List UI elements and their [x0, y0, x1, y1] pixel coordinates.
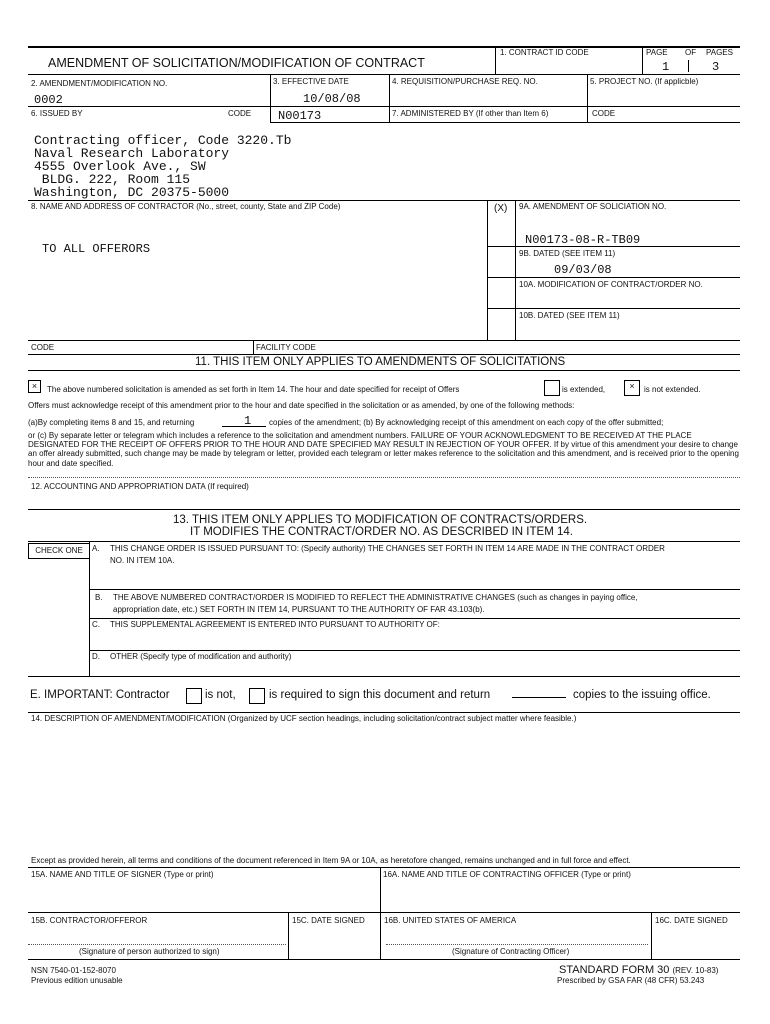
- amended-checkbox[interactable]: ×: [28, 380, 41, 393]
- issued-by-label: 6. ISSUED BY: [31, 109, 83, 118]
- issuer-address-line: BLDG. 222, Room 115: [34, 172, 191, 187]
- contractor-label: 8. NAME AND ADDRESS OF CONTRACTOR (No., street, county, State and ZIP Code): [31, 202, 341, 211]
- requisition-label: 4. REQUISITION/PURCHASE REQ. NO.: [392, 77, 538, 86]
- x-mark-label: (X): [494, 203, 508, 214]
- project-no-label: 5. PROJECT NO. (If applicble): [590, 77, 699, 86]
- officer-name-label: 16A. NAME AND TITLE OF CONTRACTING OFFICER (Type or print): [383, 870, 631, 879]
- is-required-label: is required to sign this document and return: [269, 689, 491, 701]
- option-b-letter: B.: [95, 593, 103, 602]
- previous-edition-note: Previous edition unusable: [31, 976, 123, 985]
- extended-checkbox[interactable]: [544, 380, 560, 396]
- standard-form-label: STANDARD FORM 30: [559, 964, 670, 976]
- contract-id-label: 1. CONTRACT ID CODE: [500, 48, 589, 57]
- contractor-value[interactable]: TO ALL OFFERORS: [42, 242, 151, 256]
- dated-10b-label: 10B. DATED (SEE ITEM 11): [519, 311, 620, 320]
- section-13-title-2: IT MODIFIES THE CONTRACT/ORDER NO. AS DESCRIBED IN ITEM 14.: [190, 526, 573, 538]
- sec11-line3b: copies of the amendment; (b) By acknowledging receipt of this amendment on each copy of the offer submitted;: [269, 418, 664, 427]
- option-a-letter: A.: [92, 544, 100, 553]
- is-not-label: is not,: [205, 689, 236, 701]
- issuer-address-line: Contracting officer, Code 3220.Tb: [34, 133, 292, 148]
- solicitation-no-label: 9A. AMENDMENT OF SOLICIATION NO.: [519, 202, 667, 211]
- is-extended-label: is extended,: [562, 385, 606, 394]
- sec11-paragraph: or (c) By separate letter or telegram which includes a reference to the solicitation and amendment numbers. FAILURE OF YOUR ACKNOWLEDGMENT TO BE RECEIVED AT THE PLACE DESIGNATED FOR THE RECEIPT OF OFFERS PRIOR TO THE HOUR AND DATE SPECIFIED MAY RESULT IN REJECTION OF YOUR OFFER. If by virtue of this amendment your desire to change an offer already submitted, such change may be made by telegram or letter, provided each telegram or letter makes reference to the solicitation and this amendment, and is received prior to the opening hour and date specified.: [28, 431, 739, 468]
- issued-code-label: CODE: [228, 109, 252, 118]
- signer-name-label: 15A. NAME AND TITLE OF SIGNER (Type or print): [31, 870, 214, 879]
- pages-label: PAGES: [706, 48, 733, 57]
- option-b-text-1: THE ABOVE NUMBERED CONTRACT/ORDER IS MODIFIED TO REFLECT THE ADMINISTRATIVE CHANGES (such as changes in paying office,: [113, 593, 638, 602]
- officer-signature-caption: (Signature of Contracting Officer): [452, 947, 570, 956]
- of-label: OF: [685, 48, 697, 57]
- contractor-date-label: 15C. DATE SIGNED: [292, 916, 365, 925]
- revision-label: (REV. 10-83): [672, 966, 719, 975]
- accounting-data-label: 12. ACCOUNTING AND APPROPRIATION DATA (If required): [31, 482, 249, 491]
- description-label: 14. DESCRIPTION OF AMENDMENT/MODIFICATION (Organized by UCF section headings, including solicitation/contract subject matter where feasible.): [31, 714, 577, 723]
- copies-issuing-label: copies to the issuing office.: [573, 689, 711, 701]
- section-11-title: 11. THIS ITEM ONLY APPLIES TO AMENDMENTS OF SOLICITATIONS: [195, 356, 566, 368]
- option-c-letter: C.: [92, 620, 100, 629]
- contractor-code-label: CODE: [31, 343, 55, 352]
- form-title: AMENDMENT OF SOLICITATION/MODIFICATION OF CONTRACT: [48, 56, 425, 70]
- contractor-offeror-label: 15B. CONTRACTOR/OFFEROR: [31, 916, 148, 925]
- nsn-number: NSN 7540-01-152-8070: [31, 966, 116, 975]
- pages-value: 3: [712, 60, 720, 74]
- issuer-address-line: Naval Research Laboratory: [34, 146, 230, 161]
- sec11-line3a: (a)By completing items 8 and 15, and returning: [28, 418, 195, 427]
- issued-code-value[interactable]: N00173: [278, 109, 322, 123]
- important-label: E. IMPORTANT: Contractor: [30, 689, 170, 701]
- option-c-text: THIS SUPPLEMENTAL AGREEMENT IS ENTERED INTO PURSUANT TO AUTHORITY OF:: [110, 620, 440, 629]
- dated-9b-label: 9B. DATED (SEE ITEM 11): [519, 249, 616, 258]
- standard-form-title: [559, 965, 718, 976]
- effective-date-value[interactable]: 10/08/08: [303, 92, 361, 106]
- effective-date-label: 3. EFFECTIVE DATE: [273, 77, 349, 86]
- except-text: Except as provided herein, all terms and conditions of the document referenced in Item 9A or 10A, as heretofore changed, remains unchanged and in full force and effect.: [31, 856, 631, 865]
- usa-label: 16B. UNITED STATES OF AMERICA: [384, 916, 517, 925]
- is-not-extended-label: is not extended.: [644, 385, 701, 394]
- amendment-no-label: 2. AMENDMENT/MODIFICATION NO.: [31, 79, 168, 88]
- option-d-text: OTHER (Specify type of modification and authority): [110, 652, 292, 661]
- amendment-no-value[interactable]: 0002: [34, 93, 63, 107]
- issuer-address-line: Washington, DC 20375-5000: [34, 185, 230, 200]
- officer-date-label: 16C. DATE SIGNED: [655, 916, 728, 925]
- sec11-line1: The above numbered solicitation is amended as set forth in Item 14. The hour and date specified for receipt of Offers: [47, 385, 460, 394]
- prescribed-by: Prescribed by GSA FAR (48 CFR) 53.243: [557, 976, 705, 985]
- issuer-address: [34, 134, 294, 199]
- contractor-signature-line[interactable]: [28, 944, 286, 945]
- section-13-title-1: 13. THIS ITEM ONLY APPLIES TO MODIFICATION OF CONTRACTS/ORDERS.: [173, 514, 588, 526]
- not-extended-checkbox[interactable]: ×: [624, 380, 640, 396]
- check-one-label: CHECK ONE: [28, 543, 90, 559]
- contractor-signature-caption: (Signature of person authorized to sign): [79, 947, 220, 956]
- copies-return-field[interactable]: [512, 697, 566, 698]
- modification-no-label: 10A. MODIFICATION OF CONTRACT/ORDER NO.: [519, 280, 703, 289]
- administered-code-label: CODE: [592, 109, 616, 118]
- sec11-line2: Offers must acknowledge receipt of this amendment prior to the hour and date specified in the solicitation or as amended, by one of the following methods:: [28, 401, 575, 410]
- is-not-checkbox[interactable]: [186, 688, 202, 704]
- option-a-text-1: THIS CHANGE ORDER IS ISSUED PURSUANT TO: (Specify authority) THE CHANGES SET FORTH IN ITEM 14 ARE MADE IN THE CONTRACT ORDER: [110, 544, 665, 553]
- officer-signature-line[interactable]: [386, 944, 648, 945]
- dated-9b-value[interactable]: 09/03/08: [554, 263, 612, 277]
- option-d-letter: D.: [92, 652, 100, 661]
- option-b-text-2: appropriation date, etc.) SET FORTH IN ITEM 14, PURSUANT TO THE AUTHORITY OF FAR 43.103(b).: [113, 605, 485, 614]
- administered-by-label: 7. ADMINISTERED BY (If other than Item 6): [392, 109, 549, 118]
- page-label: PAGE: [646, 48, 668, 57]
- solicitation-no-value[interactable]: N00173-08-R-TB09: [525, 233, 641, 247]
- issuer-address-line: 4555 Overlook Ave., SW: [34, 159, 206, 174]
- is-required-checkbox[interactable]: [249, 688, 265, 704]
- option-a-text-2: NO. IN ITEM 10A.: [110, 556, 175, 565]
- page-value: 1: [662, 60, 670, 74]
- facility-code-label: FACILITY CODE: [256, 343, 316, 352]
- copies-value[interactable]: 1: [244, 414, 252, 428]
